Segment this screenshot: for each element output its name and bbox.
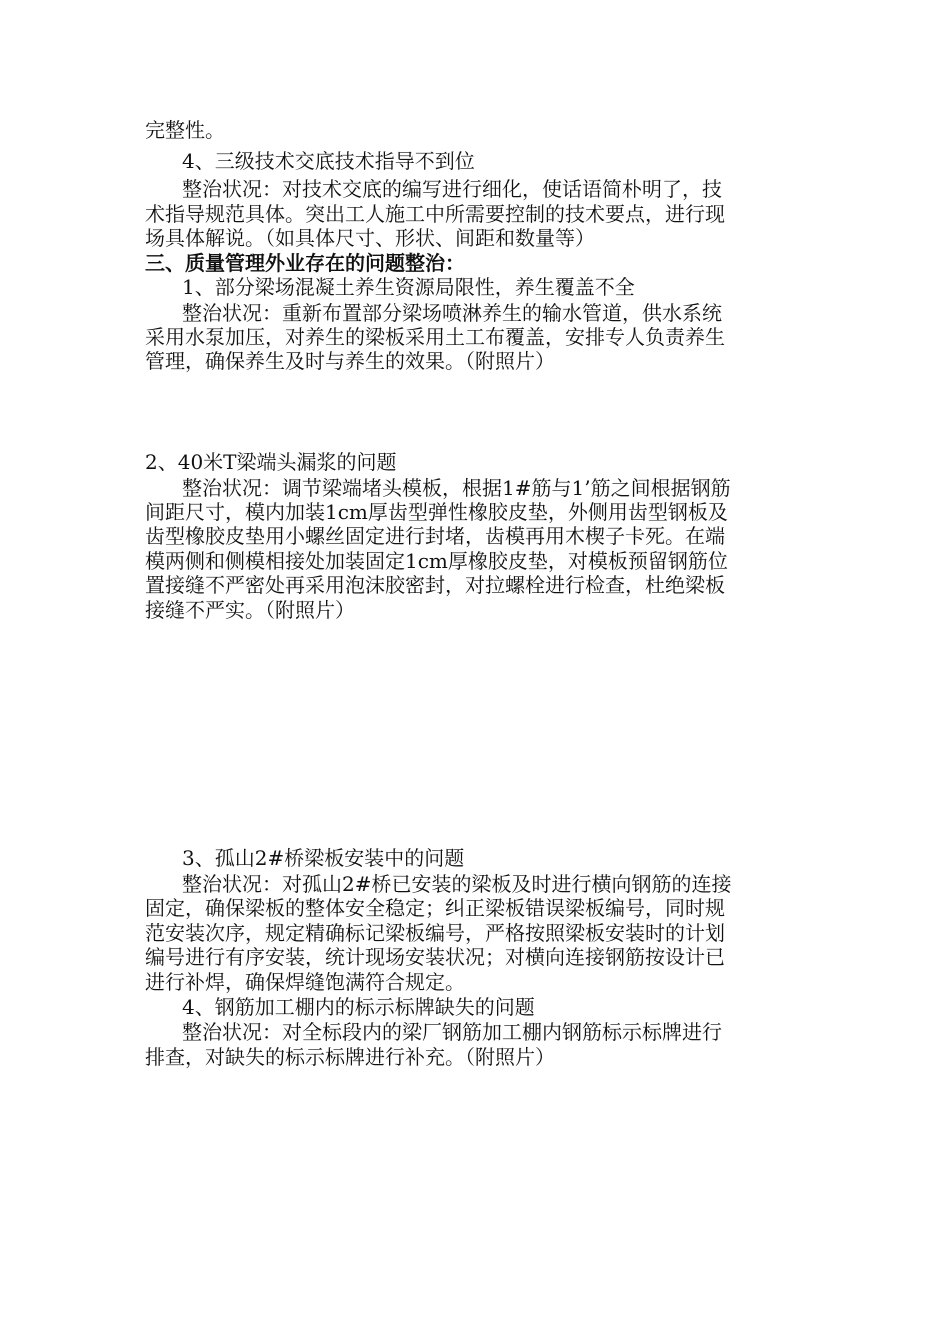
text-line: 整治状况：对全标段内的梁厂钢筋加工棚内钢筋标示标牌进行 bbox=[182, 1020, 722, 1044]
text-line: 编号进行有序安装，统计现场安装状况；对横向连接钢筋按设计已 bbox=[145, 945, 725, 969]
text-line: 整治状况：调节梁端堵头模板，根据1#筋与1’筋之间根据钢筋 bbox=[182, 476, 731, 500]
section-heading: 三、质量管理外业存在的问题整治： bbox=[145, 251, 465, 275]
text-line: 术指导规范具体。突出工人施工中所需要控制的技术要点，进行现 bbox=[145, 202, 725, 226]
text-line: 完整性。 bbox=[145, 118, 225, 142]
item-heading: 1、部分梁场混凝土养生资源局限性，养生覆盖不全 bbox=[182, 275, 635, 299]
text-line: 范安装次序，规定精确标记梁板编号，严格按照梁板安装时的计划 bbox=[145, 921, 725, 945]
text-line: 管理，确保养生及时与养生的效果。（附照片） bbox=[145, 349, 555, 373]
text-line: 齿型橡胶皮垫用小螺丝固定进行封堵，齿模再用木楔子卡死。在端 bbox=[145, 524, 725, 548]
text-line: 固定，确保梁板的整体安全稳定；纠正梁板错误梁板编号，同时规 bbox=[145, 896, 725, 920]
item-heading: 4、钢筋加工棚内的标示标牌缺失的问题 bbox=[182, 995, 535, 1019]
text-line: 进行补焊，确保焊缝饱满符合规定。 bbox=[145, 970, 465, 994]
text-line: 场具体解说。（如具体尺寸、形状、间距和数量等） bbox=[145, 226, 595, 250]
text-line: 整治状况：对孤山2#桥已安装的梁板及时进行横向钢筋的连接 bbox=[182, 872, 732, 896]
text-line: 整治状况：重新布置部分梁场喷淋养生的输水管道，供水系统 bbox=[182, 301, 722, 325]
text-line: 排查，对缺失的标示标牌进行补充。（附照片） bbox=[145, 1045, 555, 1069]
item-heading: 3、孤山2#桥梁板安装中的问题 bbox=[182, 846, 465, 870]
item-heading: 2、40米T梁端头漏浆的问题 bbox=[145, 450, 397, 474]
text-line: 置接缝不严密处再采用泡沫胶密封，对拉螺栓进行检查，杜绝梁板 bbox=[145, 573, 725, 597]
text-line: 间距尺寸，模内加装1cm厚齿型弹性橡胶皮垫，外侧用齿型钢板及 bbox=[145, 500, 728, 524]
item-heading: 4、三级技术交底技术指导不到位 bbox=[182, 149, 475, 173]
text-line: 模两侧和侧模相接处加装固定1cm厚橡胶皮垫，对模板预留钢筋位 bbox=[145, 549, 728, 573]
text-line: 整治状况：对技术交底的编写进行细化，使话语简朴明了，技 bbox=[182, 177, 722, 201]
text-line: 采用水泵加压，对养生的梁板采用土工布覆盖，安排专人负责养生 bbox=[145, 325, 725, 349]
text-line: 接缝不严实。（附照片） bbox=[145, 598, 355, 622]
